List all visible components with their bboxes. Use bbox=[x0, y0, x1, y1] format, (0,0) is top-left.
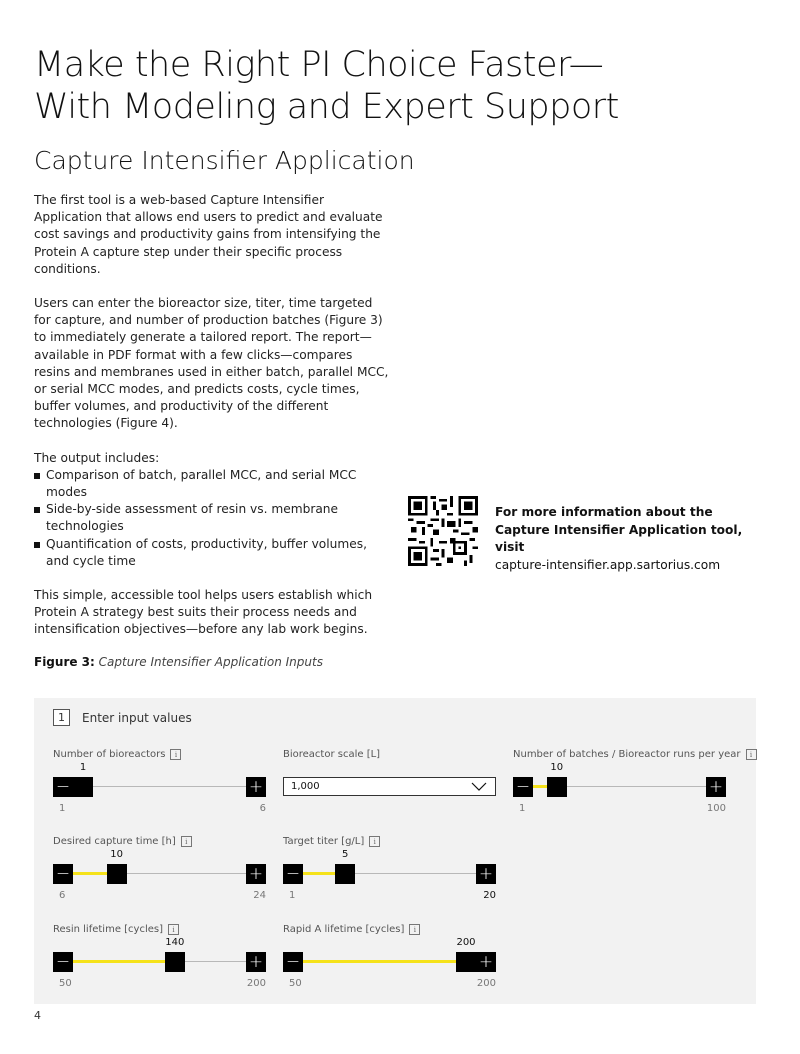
decrement-button[interactable]: − bbox=[283, 952, 303, 972]
list-item: Quantification of costs, productivity, buffer volumes, and cycle time bbox=[34, 536, 389, 570]
figure-caption-text: Capture Intensifier Application Inputs bbox=[98, 655, 323, 669]
decrement-button[interactable]: − bbox=[513, 777, 533, 797]
decrement-button[interactable]: − bbox=[53, 864, 73, 884]
slider-min: 50 bbox=[289, 978, 302, 989]
slider-value: 200 bbox=[456, 937, 476, 948]
output-list bbox=[34, 467, 389, 570]
increment-button[interactable]: + bbox=[246, 777, 266, 797]
slider-max: 6 bbox=[259, 803, 266, 814]
slider-max: 200 bbox=[246, 978, 266, 989]
bioreactor-scale-select[interactable] bbox=[283, 777, 496, 796]
slider-min: 50 bbox=[59, 978, 72, 989]
slider-min: 6 bbox=[59, 890, 66, 901]
increment-button[interactable]: + bbox=[706, 777, 726, 797]
list-item: Comparison of batch, parallel MCC, and serial MCC modes bbox=[34, 467, 389, 501]
increment-button[interactable]: + bbox=[476, 952, 496, 972]
field-rapid-a-lifetime bbox=[283, 924, 496, 994]
field-label-text: Number of batches / Bioreactor runs per year bbox=[513, 749, 741, 760]
capture-time-slider[interactable] bbox=[53, 849, 266, 901]
field-resin-lifetime bbox=[53, 924, 266, 994]
step-number: 1 bbox=[53, 709, 70, 726]
more-info-url[interactable]: capture-intensifier.app.sartorius.com bbox=[495, 557, 721, 572]
slider-handle[interactable] bbox=[456, 952, 476, 972]
slider-max: 20 bbox=[483, 890, 496, 901]
slider-track bbox=[73, 786, 246, 787]
more-info-box bbox=[495, 504, 765, 574]
slider-min: 1 bbox=[519, 803, 526, 814]
title-line-2: With Modeling and Expert Support bbox=[34, 87, 619, 127]
field-batches bbox=[513, 749, 753, 819]
slider-fill bbox=[73, 960, 165, 963]
slider-value: 5 bbox=[341, 849, 349, 860]
page-number: 4 bbox=[34, 1009, 41, 1022]
paragraph-intro: The first tool is a web-based Capture Intensifier Application that allows end users to predict and evaluate cost savings and productivity gains from intensifying the Protein A capture step under their specific process conditions. bbox=[34, 193, 383, 276]
info-icon[interactable]: i bbox=[409, 924, 420, 935]
slider-max: 200 bbox=[476, 978, 496, 989]
slider-min: 1 bbox=[289, 890, 296, 901]
slider-handle[interactable] bbox=[73, 777, 93, 797]
slider-fill bbox=[303, 960, 456, 963]
select-value: 1,000 bbox=[291, 781, 320, 792]
page-title bbox=[34, 44, 619, 128]
slider-min: 1 bbox=[59, 803, 66, 814]
field-label-text: Bioreactor scale [L] bbox=[283, 749, 381, 760]
slider-fill bbox=[303, 872, 335, 875]
slider-max: 24 bbox=[253, 890, 266, 901]
decrement-button[interactable]: − bbox=[53, 952, 73, 972]
info-icon[interactable]: i bbox=[746, 749, 757, 760]
list-item: Side-by-side assessment of resin vs. membrane technologies bbox=[34, 501, 389, 535]
slider-handle[interactable] bbox=[107, 864, 127, 884]
figure-label: Figure 3: bbox=[34, 655, 95, 669]
qr-code-icon[interactable] bbox=[408, 496, 478, 566]
field-capture-time bbox=[53, 836, 266, 906]
field-label bbox=[53, 749, 181, 760]
figure-caption bbox=[34, 655, 323, 669]
field-label bbox=[283, 924, 420, 935]
field-label-text: Rapid A lifetime [cycles] bbox=[283, 924, 405, 935]
slider-fill bbox=[533, 785, 547, 788]
section-subtitle: Capture Intensifier Application bbox=[34, 146, 415, 175]
decrement-button[interactable]: − bbox=[53, 777, 73, 797]
batches-slider[interactable] bbox=[513, 762, 726, 814]
slider-handle[interactable] bbox=[165, 952, 185, 972]
field-label-text: Number of bioreactors bbox=[53, 749, 166, 760]
resin-lifetime-slider[interactable] bbox=[53, 937, 266, 989]
bioreactors-slider[interactable] bbox=[53, 762, 266, 814]
info-icon[interactable]: i bbox=[369, 836, 380, 847]
slider-value: 10 bbox=[550, 762, 564, 773]
field-titer bbox=[283, 836, 496, 906]
field-label bbox=[283, 749, 380, 760]
input-panel bbox=[34, 698, 756, 1004]
slider-max: 100 bbox=[706, 803, 726, 814]
title-line-1: Make the Right PI Choice Faster— bbox=[34, 45, 604, 85]
increment-button[interactable]: + bbox=[476, 864, 496, 884]
field-label bbox=[513, 749, 757, 760]
field-bioreactors bbox=[53, 749, 266, 819]
rapid-a-lifetime-slider[interactable] bbox=[283, 937, 496, 989]
slider-handle[interactable] bbox=[547, 777, 567, 797]
paragraph-output-intro: The output includes: bbox=[34, 450, 160, 465]
slider-value: 1 bbox=[79, 762, 87, 773]
info-icon[interactable]: i bbox=[170, 749, 181, 760]
more-info-line-1: For more information about the bbox=[495, 505, 713, 519]
field-label bbox=[53, 836, 192, 847]
field-scale bbox=[283, 749, 489, 819]
step-label: Enter input values bbox=[82, 710, 192, 725]
slider-handle[interactable] bbox=[335, 864, 355, 884]
paragraph-closing: This simple, accessible tool helps users establish which Protein A strategy best suits their process needs and intensification objectives—before any lab work begins. bbox=[34, 588, 373, 637]
field-label bbox=[53, 924, 179, 935]
step-header bbox=[53, 709, 192, 726]
more-info-line-2: Capture Intensifier Application tool, visit bbox=[495, 522, 743, 554]
slider-value: 140 bbox=[165, 937, 185, 948]
info-icon[interactable]: i bbox=[181, 836, 192, 847]
increment-button[interactable]: + bbox=[246, 864, 266, 884]
decrement-button[interactable]: − bbox=[283, 864, 303, 884]
increment-button[interactable]: + bbox=[246, 952, 266, 972]
field-label-text: Target titer [g/L] bbox=[283, 836, 365, 847]
body-text bbox=[34, 192, 389, 656]
field-label bbox=[283, 836, 380, 847]
paragraph-users: Users can enter the bioreactor size, titer, time targeted for capture, and number of production batches (Figure 3) to immediately generate a tailored report. The report—available in PDF format with a few clicks—compares resins and membranes used in either batch, parallel MCC, or serial MCC modes, and predicts costs, cycle times, buffer volumes, and productivity of the different technologies (Figure 4). bbox=[34, 296, 389, 431]
info-icon[interactable]: i bbox=[168, 924, 179, 935]
slider-fill bbox=[73, 872, 107, 875]
field-label-text: Desired capture time [h] bbox=[53, 836, 176, 847]
field-label-text: Resin lifetime [cycles] bbox=[53, 924, 164, 935]
chevron-down-icon bbox=[471, 782, 487, 792]
slider-value: 10 bbox=[110, 849, 124, 860]
titer-slider[interactable] bbox=[283, 849, 496, 901]
